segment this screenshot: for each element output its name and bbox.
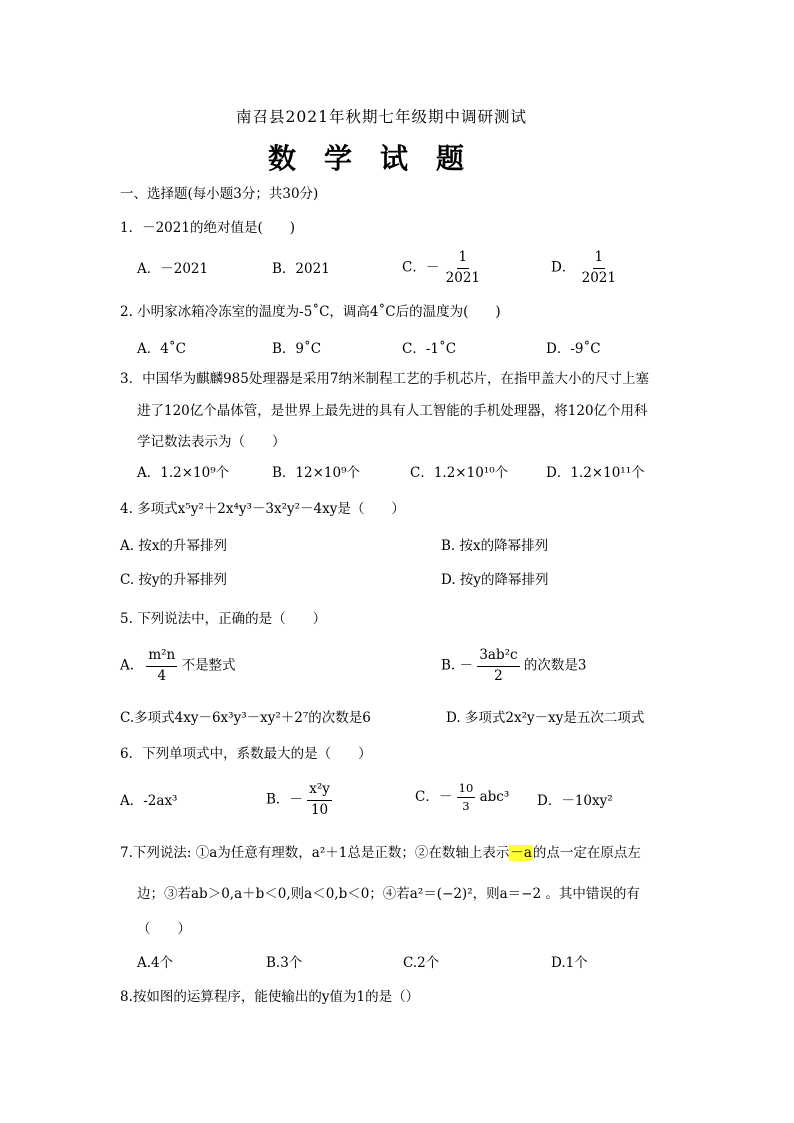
q5-option-d: D. 多项式2x²y－xy是五次二项式	[446, 710, 645, 726]
q3-option-d: D．1.2×10¹¹个	[546, 465, 645, 481]
q5-b-fraction	[477, 648, 519, 684]
q5-b-numerator: 3ab²c	[477, 648, 519, 667]
q7-highlighted-term: －a	[510, 845, 532, 861]
q1-c-fraction	[444, 250, 482, 286]
q6-b-prefix: B．－	[266, 791, 303, 808]
q7-option-a: A.4个	[137, 955, 174, 971]
q6-c-prefix: C．－	[415, 789, 453, 806]
question-7-line-1	[120, 847, 641, 861]
q5-a-suffix: 不是整式	[181, 657, 236, 674]
question-1-stem: 1．－2021的绝对值是( )	[120, 220, 295, 236]
q5-option-b	[441, 648, 586, 684]
question-5-stem: 5. 下列说法中，正确的是（ ）	[120, 611, 327, 627]
q1-option-b: B．2021	[272, 261, 330, 277]
q1-option-d	[551, 250, 618, 286]
q2-option-b: B．9˚C	[272, 341, 322, 357]
question-7-line-2: 边；③若ab＞0,a＋b＜0,则a＜0,b＜0；④若a²＝(−2)²，则a＝−2 。其中错误的有	[137, 886, 640, 902]
q1-d-numerator: 1	[593, 250, 606, 269]
q6-b-denominator: 10	[310, 801, 329, 818]
q6-c-denominator: 3	[462, 799, 470, 814]
q3-option-b: B．12×10⁹个	[272, 465, 361, 481]
q6-b-fraction	[307, 782, 332, 818]
q5-a-numerator: m²n	[146, 648, 177, 667]
q7-line1-start: 7.下列说法: ①a为任意有理数，a²＋1总是正数；②在数轴上表示	[120, 845, 510, 861]
q1-d-fraction	[580, 250, 618, 286]
q4-option-b: B. 按x的降幂排列	[441, 538, 549, 554]
q7-option-c: C.2个	[403, 955, 440, 971]
question-3-line-1: 3．中国华为麒麟985处理器是采用7纳米制程工艺的手机芯片，在指甲盖大小的尺寸上塞	[120, 371, 649, 387]
q6-option-d: D．－10xy²	[537, 793, 613, 809]
q2-option-a: A．4˚C	[137, 341, 186, 357]
q1-c-numerator: 1	[457, 250, 470, 269]
q2-option-d: D．-9˚C	[546, 341, 601, 357]
question-3-line-3: 学记数法表示为（ ）	[137, 434, 286, 450]
q6-option-a: A．-2ax³	[120, 793, 178, 809]
q7-line1-end: 的点一定在原点左	[532, 845, 641, 861]
q5-b-suffix: 的次数是3	[523, 657, 587, 674]
q4-option-c: C. 按y的升幂排列	[120, 572, 228, 588]
q6-option-b	[266, 782, 332, 818]
q6-c-numerator: 10	[457, 782, 476, 798]
q5-b-prefix: B. －	[441, 657, 474, 674]
question-4-stem: 4. 多项式x⁵y²＋2x⁴y³－3x²y²－4xy是（ ）	[120, 501, 405, 517]
question-8-stem: 8.按如图的运算程序，能使输出的y值为1的是（）	[120, 989, 420, 1005]
q7-option-b: B.3个	[266, 955, 303, 971]
q5-a-fraction	[146, 648, 177, 684]
q1-c-denominator: 2021	[445, 269, 480, 286]
question-2-stem: 2. 小明家冰箱冷冻室的温度为-5˚C，调高4˚C后的温度为( )	[120, 304, 501, 320]
q5-a-denominator: 4	[157, 667, 167, 684]
subject-title: 数学试题	[268, 142, 493, 175]
section-heading: 一、选择题(每小题3分；共30分)	[120, 186, 319, 202]
q6-b-numerator: x²y	[307, 782, 332, 801]
question-7-line-3: （ ）	[137, 921, 191, 937]
question-3-line-2: 进了120亿个晶体管，是世界上最先进的具有人工智能的手机处理器，将120亿个用科	[137, 403, 648, 419]
q1-option-c	[402, 250, 482, 286]
q6-c-suffix: abc³	[479, 789, 510, 806]
q1-d-prefix: D．	[551, 259, 576, 276]
q6-option-c	[415, 782, 509, 813]
q1-c-prefix: C．－	[402, 259, 440, 276]
q1-option-a: A．－2021	[137, 261, 209, 277]
q5-b-denominator: 2	[494, 667, 503, 684]
q3-option-c: C．1.2×10¹⁰个	[410, 465, 509, 481]
q4-option-a: A. 按x的升幂排列	[120, 538, 227, 554]
q5-option-a	[120, 648, 236, 684]
q3-option-a: A．1.2×10⁹个	[137, 465, 230, 481]
question-6-stem: 6．下列单项式中，系数最大的是（ ）	[120, 746, 372, 762]
q1-d-denominator: 2021	[581, 269, 616, 286]
exam-title: 南召县2021年秋期七年级期中调研测试	[236, 108, 527, 126]
q5-a-prefix: A.	[120, 657, 135, 674]
q6-c-fraction	[457, 782, 476, 813]
q7-option-d: D.1个	[551, 955, 588, 971]
q2-option-c: C．-1˚C	[402, 341, 457, 357]
q5-option-c: C.多项式4xy－6x³y³－xy²＋2⁷的次数是6	[120, 710, 371, 726]
q4-option-d: D. 按y的降幂排列	[441, 572, 549, 588]
